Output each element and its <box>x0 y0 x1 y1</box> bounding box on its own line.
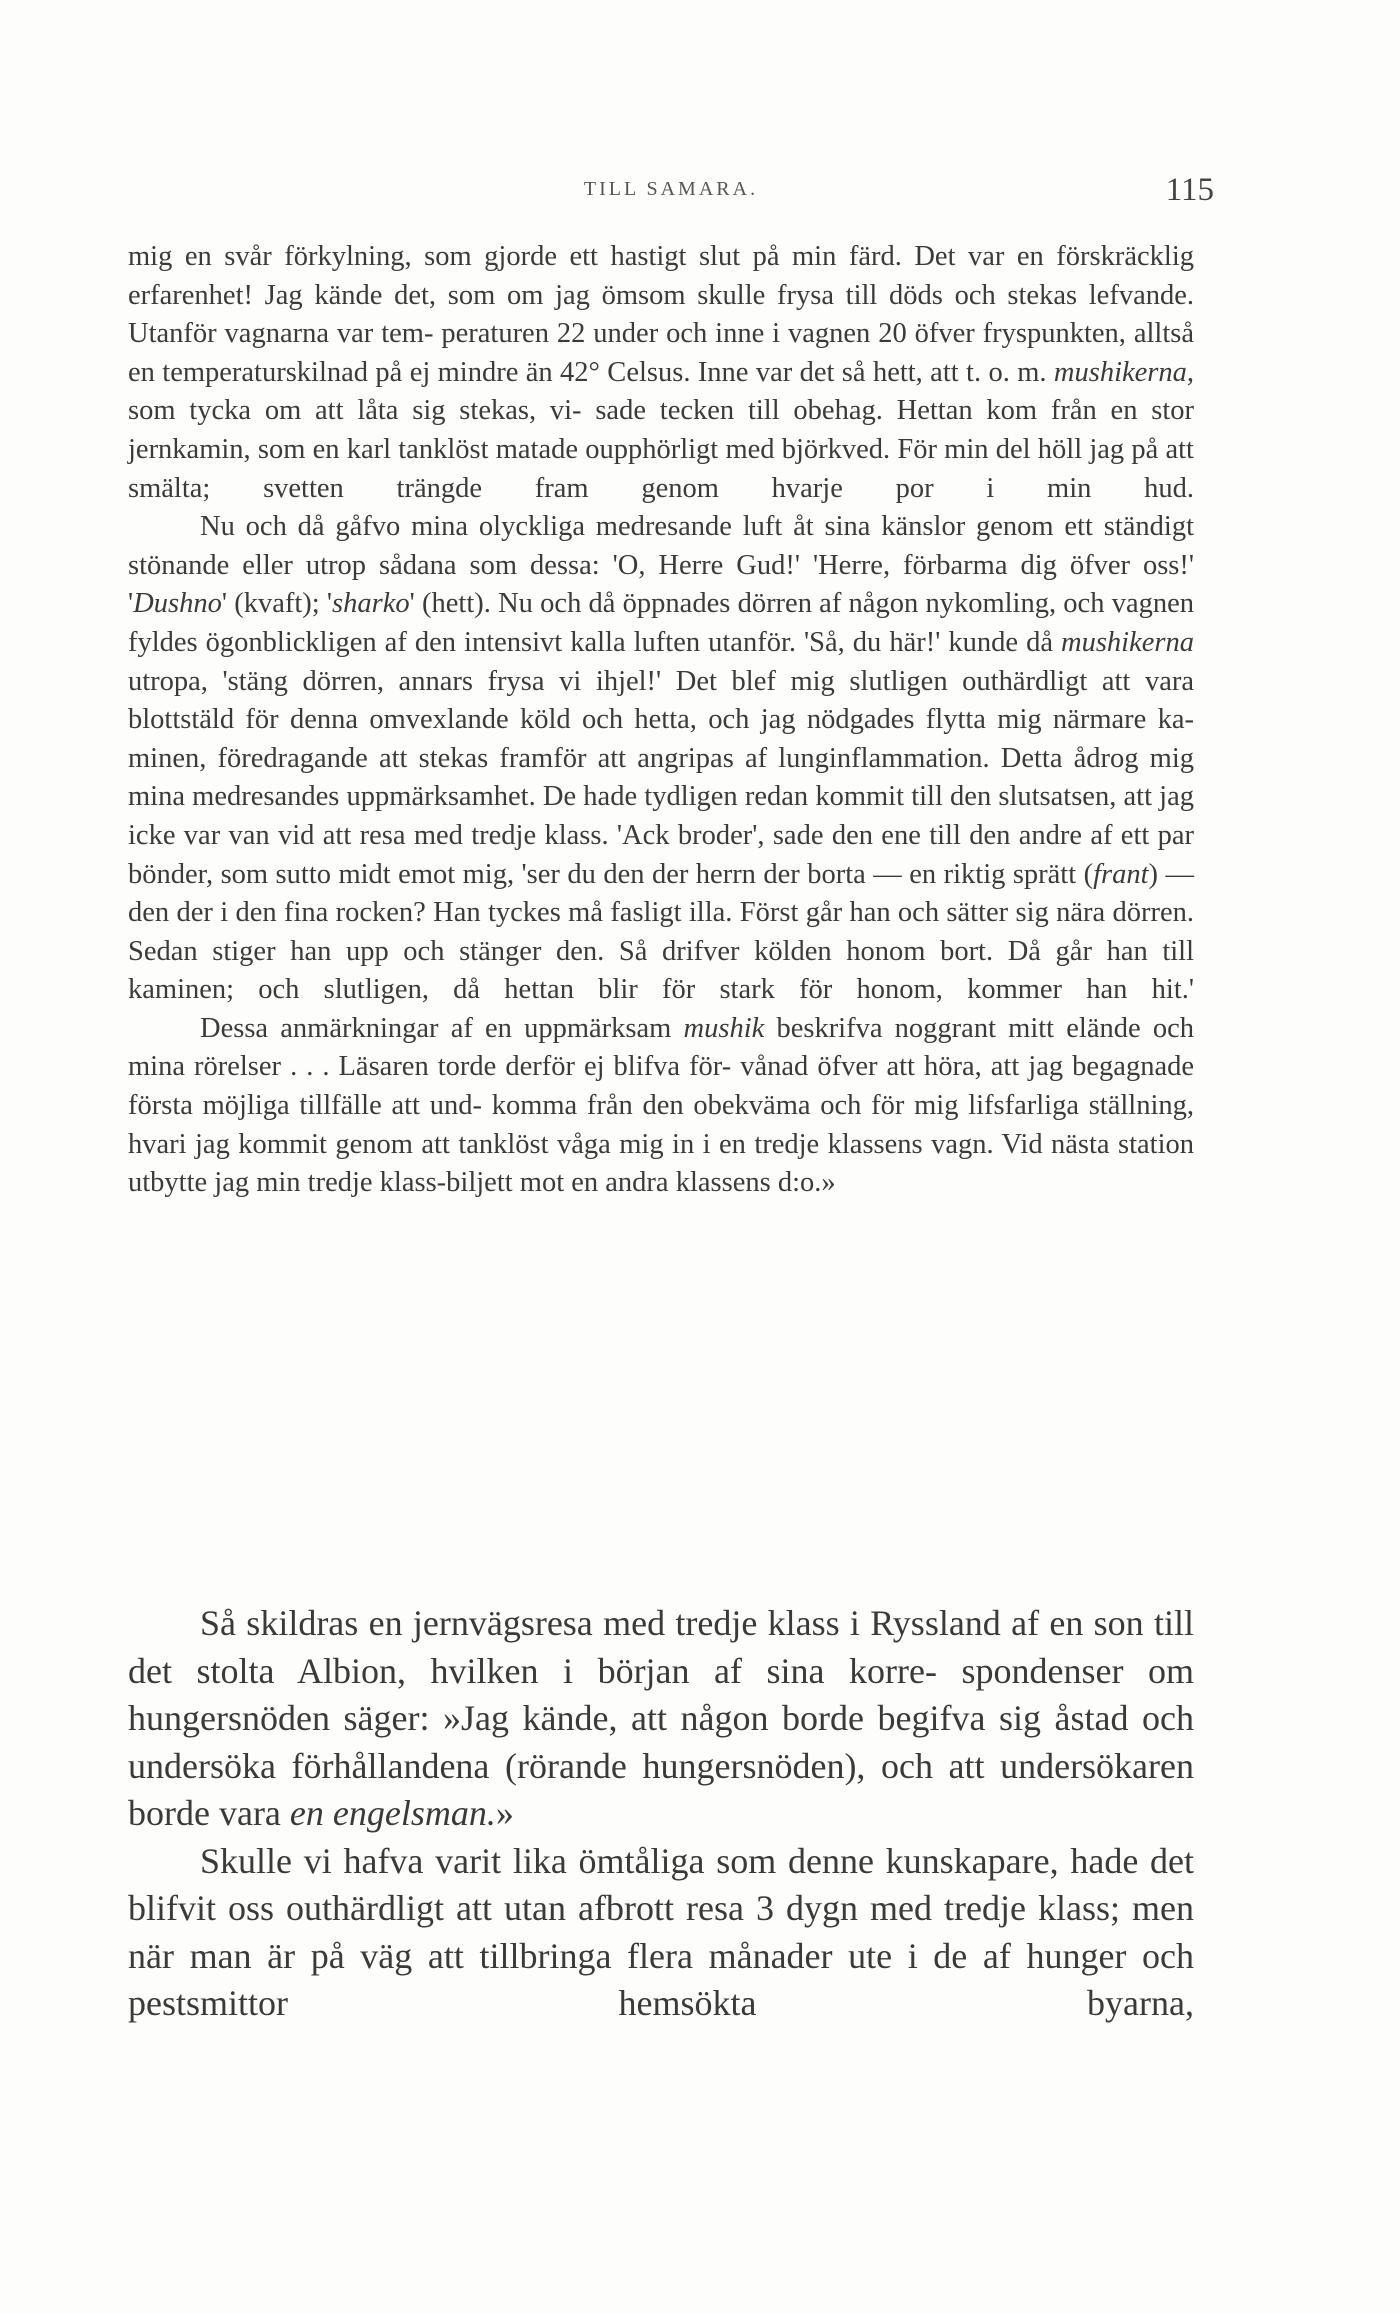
text-line: Dessa anmärkningar af en uppmärksam <box>200 1012 684 1044</box>
text-line: med tredje klass; men när man är på väg att tillbringa flera <box>128 1888 1195 1976</box>
text-line: fasligt illa. Först går han och sätter sig nära dörren. Sedan stiger <box>128 897 1194 967</box>
text-line: beskrifva noggrant <box>764 1012 996 1044</box>
text-line: med tredje klass. 'Ack broder', sade den ene till den andre af ett <box>413 819 1150 851</box>
text-line: af en son till det stolta Albion, hvilken i början af sina korre- <box>128 1603 1194 1691</box>
page-header <box>128 172 1214 212</box>
italic-term: mushikerna <box>1061 626 1194 658</box>
text-line: minen, föredragande att stekas framför att angripas af lunginflammation. <box>128 742 990 774</box>
text-line: här!' kunde då <box>889 626 1061 658</box>
text-line: fyldes ögonblickligen af den intensivt kalla luften utanför. 'Så, du <box>128 626 882 658</box>
text-line: Vid nästa station utbytte jag min tredje klass-biljett mot en andra <box>128 1128 1195 1199</box>
italic-term: mushik <box>683 1012 765 1044</box>
text-line: » <box>495 1793 514 1833</box>
text-line: Skulle vi hafva varit lika ömtåliga som denne kunskapare, <box>200 1840 1059 1881</box>
italic-term: sharko <box>332 588 410 620</box>
main-paragraph-2 <box>128 1838 1194 2028</box>
text-line: mig en svår förkylning, som gjorde ett hastigt slut på min färd. Det <box>128 241 956 272</box>
text-line: han till kaminen; och slutligen, då hettan blir för stark för honom, <box>128 935 1194 1006</box>
text-line: komma från den obekväma och för mig lifsfarliga ställning, hvari jag <box>128 1090 1194 1160</box>
text-line: månader ute i de af hunger och pestsmittor hemsökta byarna, <box>128 1935 1195 2023</box>
main-paragraph-1 <box>128 1600 1194 1838</box>
italic-term: mushikerna <box>1053 356 1187 388</box>
text-line: han upp och stänger den. Så drifver kölden honom bort. Då går <box>290 935 1092 967</box>
text-line: omvexlande köld och hetta, och jag nödgades flytta mig närmare ka- <box>369 704 1194 736</box>
text-line: klassens d:o.» <box>675 1167 836 1199</box>
text-line: ' (kvaft); ' <box>221 588 333 620</box>
text-line: på att smälta; svetten trängde fram genom hvarje por i min hud. <box>128 433 1194 504</box>
text-line: en riktig sprätt ( <box>909 858 1094 890</box>
text-line: kommer han hit.' <box>967 974 1194 1006</box>
page-number: 115 <box>1165 172 1214 208</box>
text-line: kommit genom att tanklöst våga mig in i en tredje klassens vagn. <box>238 1128 994 1160</box>
main-text <box>128 1600 1194 2028</box>
text-line: spondenser om hungersnöden säger: »Jag kände, att någon <box>128 1650 1195 1738</box>
text-line: genom ett ständigt stönande eller utrop sådana som dessa: 'O, Herre <box>128 511 1194 581</box>
quoted-passage <box>128 238 1194 1203</box>
text-line: Gud!' 'Herre, förbarma dig öfver oss!' ' <box>128 549 1195 620</box>
italic-term: Dushno <box>133 588 222 620</box>
running-title: TILL SAMARA. <box>583 178 759 200</box>
text-line: Så skildras en jernvägsresa med tredje klass i Ryssland <box>200 1603 1001 1643</box>
italic-term: frant <box>1093 858 1149 890</box>
text-line: , som tycka om att låta sig stekas, vi- <box>128 356 1194 427</box>
text-line: ) — den der i den fina rocken? Han tyckes må <box>128 858 1195 929</box>
text-line: borde begifva sig åstad och undersöka förhållandena (rörande <box>128 1698 1194 1786</box>
text-line: hett, att t. o. m. <box>872 356 1054 388</box>
italic-term: en engelsman. <box>289 1793 496 1833</box>
quote-paragraph-2 <box>128 508 1194 1010</box>
text-line: hade det blifvit oss outhärdligt att utan afbrott resa 3 dygn <box>128 1840 1195 1928</box>
text-line: vånad öfver att höra, att jag begagnade första möjliga tillfälle att und- <box>128 1051 1194 1122</box>
quote-paragraph-3 <box>128 1010 1194 1203</box>
text-line: Detta ådrog mig mina medresandes uppmärksamhet. De hade tydligen <box>128 742 1194 813</box>
text-line: en temperaturskilnad på ej mindre än 42° Celsus. Inne var det så <box>128 356 866 388</box>
text-line: skulle frysa till döds och stekas lefvande. Utanför vagnarna var tem- <box>128 279 1194 350</box>
text-line: redan kommit till den slutsatsen, att jag icke var van vid att resa <box>128 781 1195 851</box>
text-line: ' <box>409 588 415 620</box>
text-line: peraturen 22 under och inne i vagnen 20 öfver fryspunkten, alltså <box>441 318 1194 350</box>
text-line: sade tecken till obehag. Hettan kom från en stor jernkamin, som en <box>128 395 1194 465</box>
text-line: karl tanklöst matade oupphörligt med björkved. För min del höll jag <box>346 433 1125 465</box>
text-line: par bönder, som sutto midt emot mig, 'ser du den der herrn der borta — <box>128 819 1195 890</box>
text-line: ihjel!' Det blef mig slutligen outhärdligt att vara blottstäld för denna <box>128 665 1194 736</box>
text-line: mitt elände och mina rörelser . . . Läsaren torde derför ej blifva för- <box>128 1012 1194 1083</box>
text-line: (hett). Nu och då öppnades dörren af någon nykomling, och vagnen <box>422 588 1194 620</box>
text-line: var en förskräcklig erfarenhet! Jag kände det, som om jag ömsom <box>128 241 1195 311</box>
quote-paragraph-1 <box>128 238 1194 508</box>
text-line: Nu och då gåfvo mina olyckliga medresande luft åt sina känslor <box>200 511 966 543</box>
text-line: utropa, 'stäng dörren, annars frysa vi <box>128 665 582 697</box>
text-line: hungersnöden), och att undersökaren borde vara <box>128 1745 1195 1833</box>
